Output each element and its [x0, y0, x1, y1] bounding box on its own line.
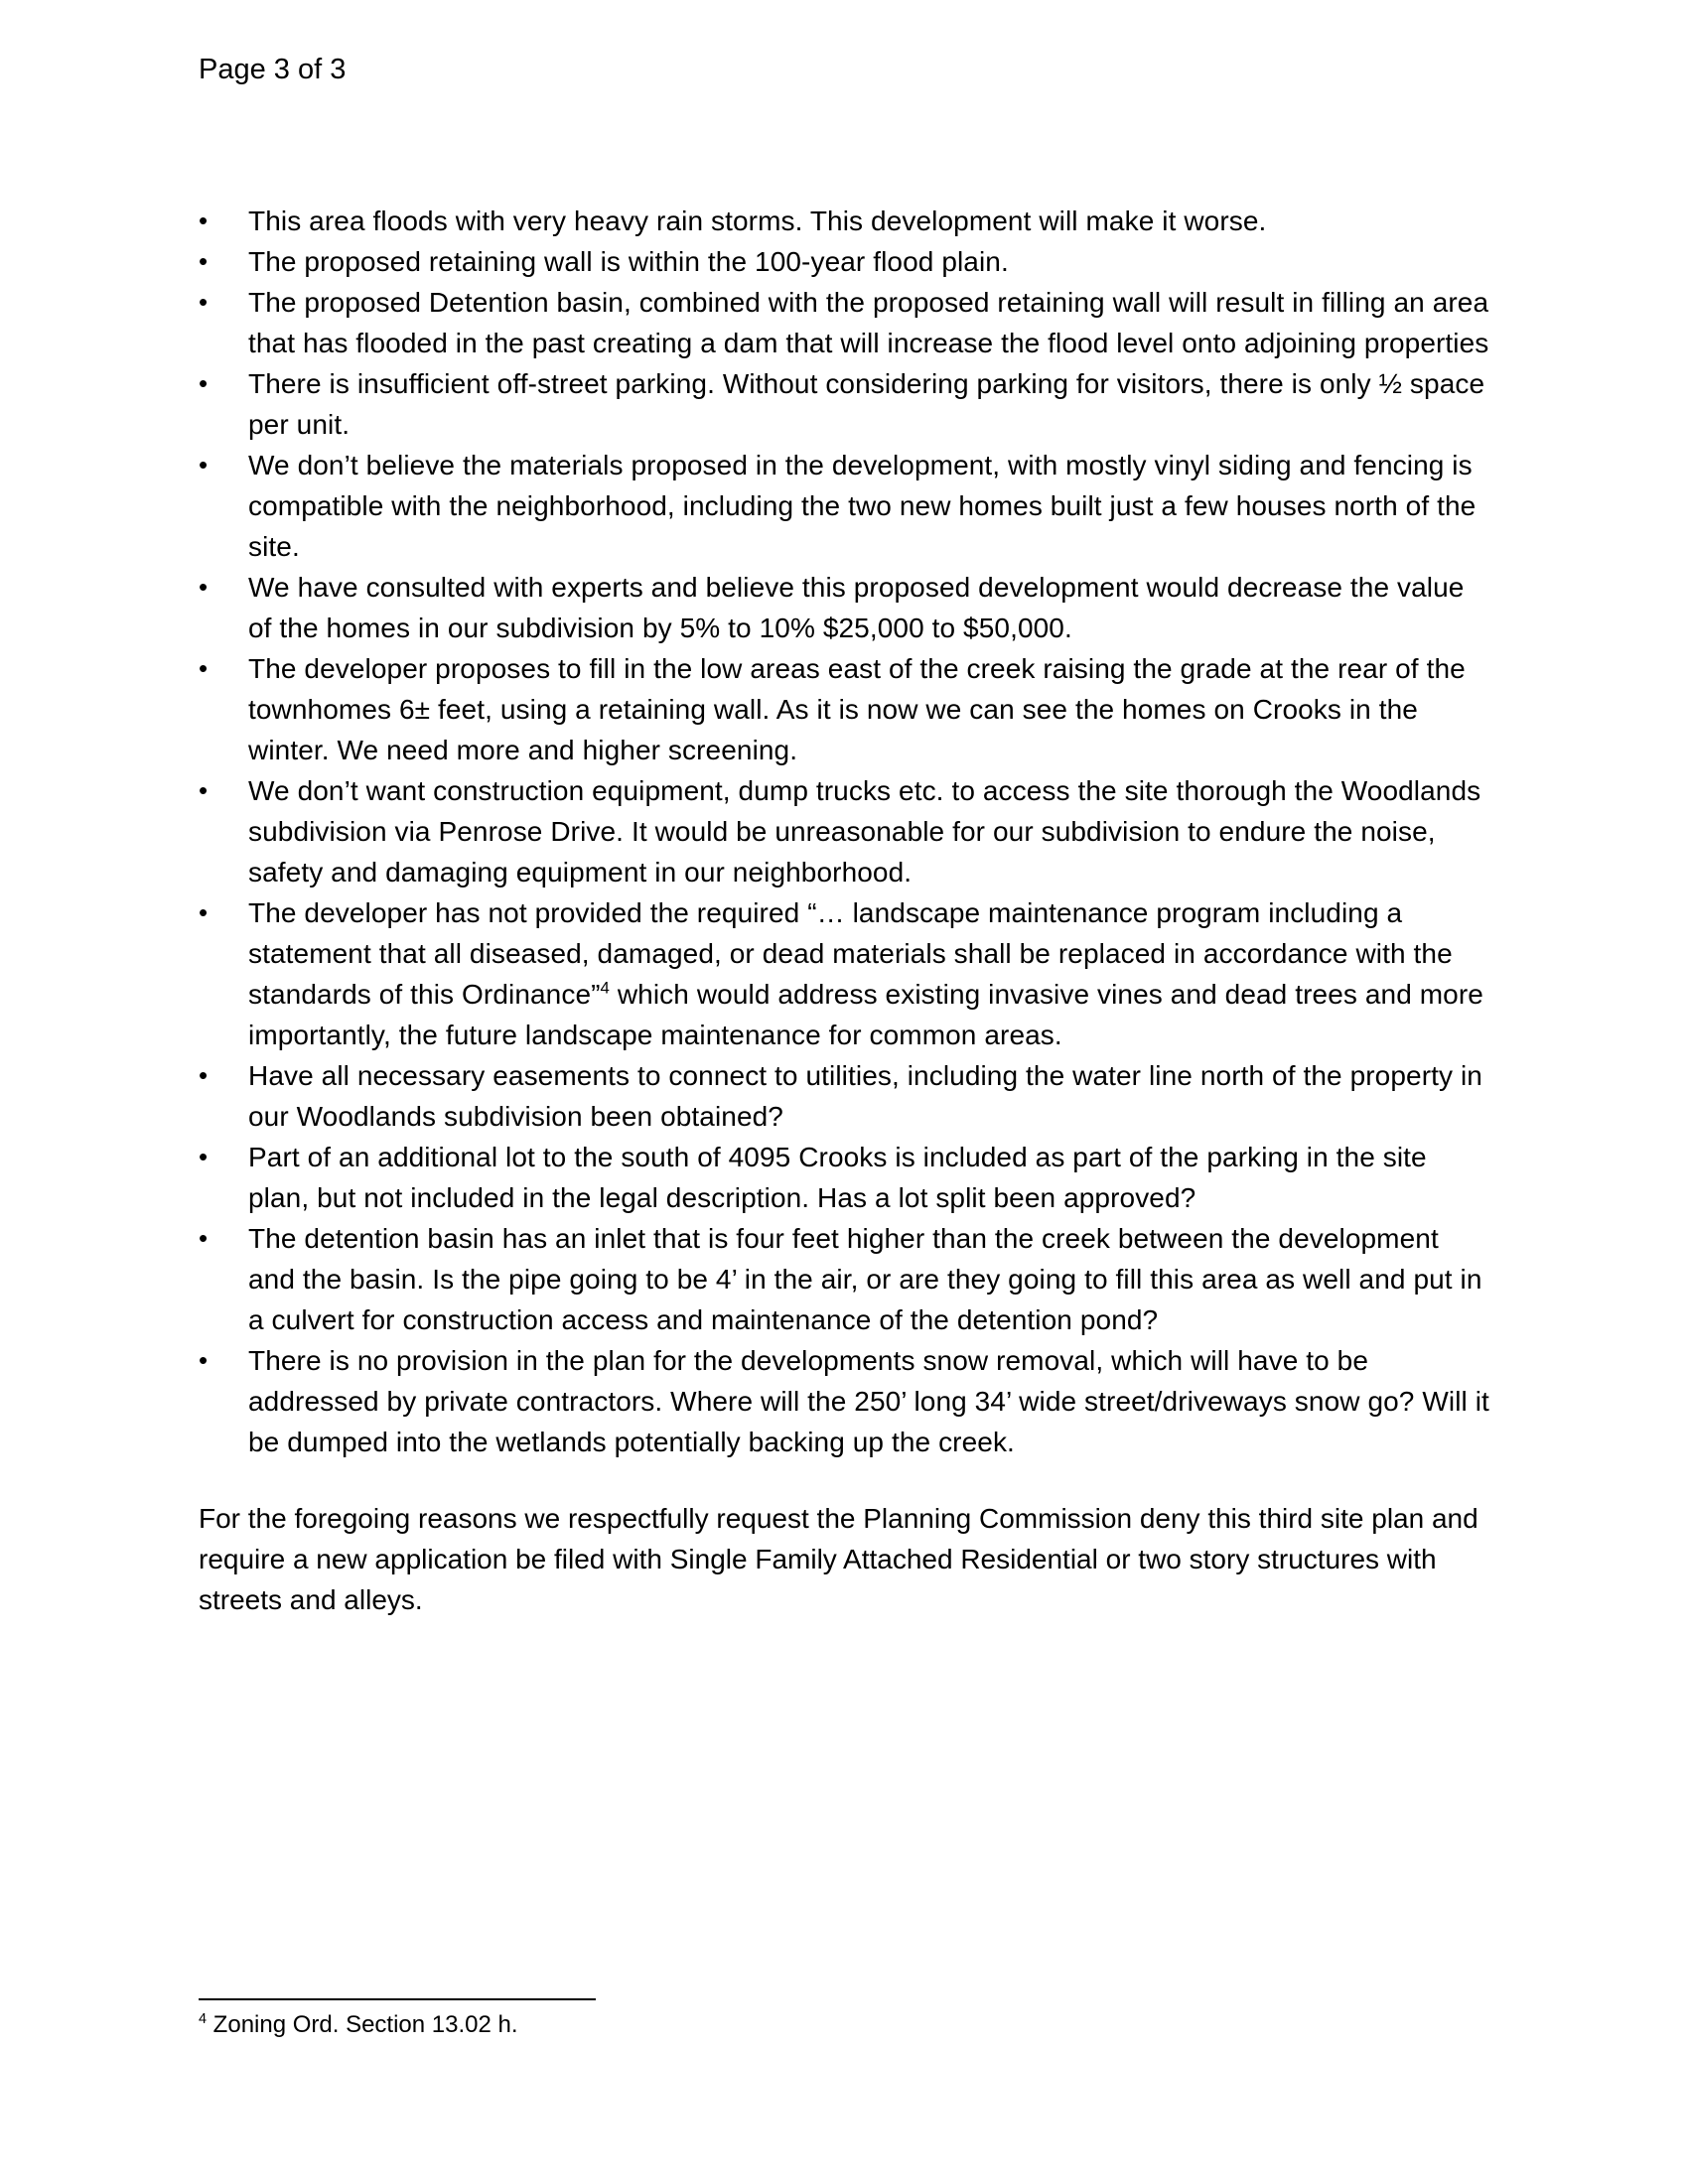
list-item-text: The detention basin has an inlet that is four feet higher than the creek between the development and the basin. Is the pipe going to be 4’ in the air, or are they going to fill this area as well and put in a culvert for construction access and maintenance of the detention pond? — [248, 1223, 1482, 1335]
list-item — [199, 892, 1489, 1055]
bullet-icon: • — [199, 246, 209, 276]
bullet-icon: • — [199, 775, 209, 805]
list-item-text: The proposed Detention basin, combined with the proposed retaining wall will result in filling an area that has flooded in the past creating a dam that will increase the flood level onto adjoining properties — [248, 287, 1489, 358]
list-item — [199, 1137, 1489, 1218]
concerns-list — [199, 201, 1489, 1462]
list-item — [199, 363, 1489, 445]
list-item — [199, 648, 1489, 770]
list-item-text: The proposed retaining wall is within the 100-year flood plain. — [248, 246, 1009, 277]
bullet-icon: • — [199, 450, 209, 479]
bullet-icon: • — [199, 287, 209, 317]
list-item — [199, 1055, 1489, 1137]
footnote-reference: 4 — [600, 978, 610, 998]
list-item-text — [248, 897, 1483, 1050]
list-item-text: We don’t want construction equipment, dump trucks etc. to access the site thorough the Woodlands subdivision via Penrose Drive. It would be unreasonable for our subdivision to endure the noise, safety and damaging equipment in our neighborhood. — [248, 775, 1481, 887]
footnote-separator — [199, 1998, 596, 2000]
list-item-text: The developer proposes to fill in the low areas east of the creek raising the grade at the rear of the townhomes 6± feet, using a retaining wall. As it is now we can see the homes on Crooks in the winter. We need more and higher screening. — [248, 653, 1466, 765]
bullet-icon: • — [199, 1142, 209, 1171]
bullet-icon: • — [199, 1345, 209, 1375]
document-body — [199, 201, 1489, 1648]
list-item-text-after-footnote: which would address existing invasive vines and dead trees and more importantly, the future landscape maintenance for common areas. — [248, 979, 1483, 1050]
list-item — [199, 445, 1489, 567]
list-item-text: Have all necessary easements to connect to utilities, including the water line north of the property in our Woodlands subdivision been obtained? — [248, 1060, 1482, 1132]
page-number: Page 3 of 3 — [199, 54, 347, 85]
bullet-icon: • — [199, 653, 209, 683]
list-item — [199, 241, 1489, 282]
bullet-icon: • — [199, 897, 209, 927]
list-item-text: We don’t believe the materials proposed in the development, with mostly vinyl siding and fencing is compatible with the neighborhood, including the two new homes built just a few houses north of the site. — [248, 450, 1477, 562]
footnote-number: 4 — [199, 2011, 208, 2027]
list-item-text: We have consulted with experts and believe this proposed development would decrease the value of the homes in our subdivision by 5% to 10% $25,000 to $50,000. — [248, 572, 1465, 643]
list-item-text: This area floods with very heavy rain storms. This development will make it worse. — [248, 205, 1267, 236]
list-item — [199, 1340, 1489, 1462]
list-item — [199, 282, 1489, 363]
bullet-icon: • — [199, 572, 209, 602]
footnote — [199, 2008, 518, 2042]
list-item-text: There is insufficient off-street parking. Without considering parking for visitors, there is only ½ space per unit. — [248, 368, 1485, 440]
bullet-icon: • — [199, 205, 209, 235]
list-item-text: Part of an additional lot to the south of 4095 Crooks is included as part of the parking in the site plan, but not included in the legal description. Has a lot split been approved? — [248, 1142, 1427, 1213]
footnote-text: Zoning Ord. Section 13.02 h. — [207, 2011, 518, 2038]
bullet-icon: • — [199, 1060, 209, 1090]
bullet-icon: • — [199, 368, 209, 398]
list-item — [199, 201, 1489, 241]
bullet-icon: • — [199, 1223, 209, 1253]
conclusion-paragraph: For the foregoing reasons we respectfully request the Planning Commission deny this third site plan and require a new application be filed with Single Family Attached Residential or two story structures with streets and alleys. — [199, 1503, 1478, 1615]
list-item-text: There is no provision in the plan for the developments snow removal, which will have to be addressed by private contractors. Where will the 250’ long 34’ wide street/driveways snow go? Will it be dumped into the wetlands potentially backing up the creek. — [248, 1345, 1489, 1457]
list-item — [199, 1218, 1489, 1340]
list-item-text-before-footnote: The developer has not provided the required “… landscape maintenance program including a statement that all diseased, damaged, or dead materials shall be replaced in accordance with the standards of this Ordinance” — [248, 897, 1453, 1010]
list-item — [199, 770, 1489, 892]
list-item — [199, 567, 1489, 648]
